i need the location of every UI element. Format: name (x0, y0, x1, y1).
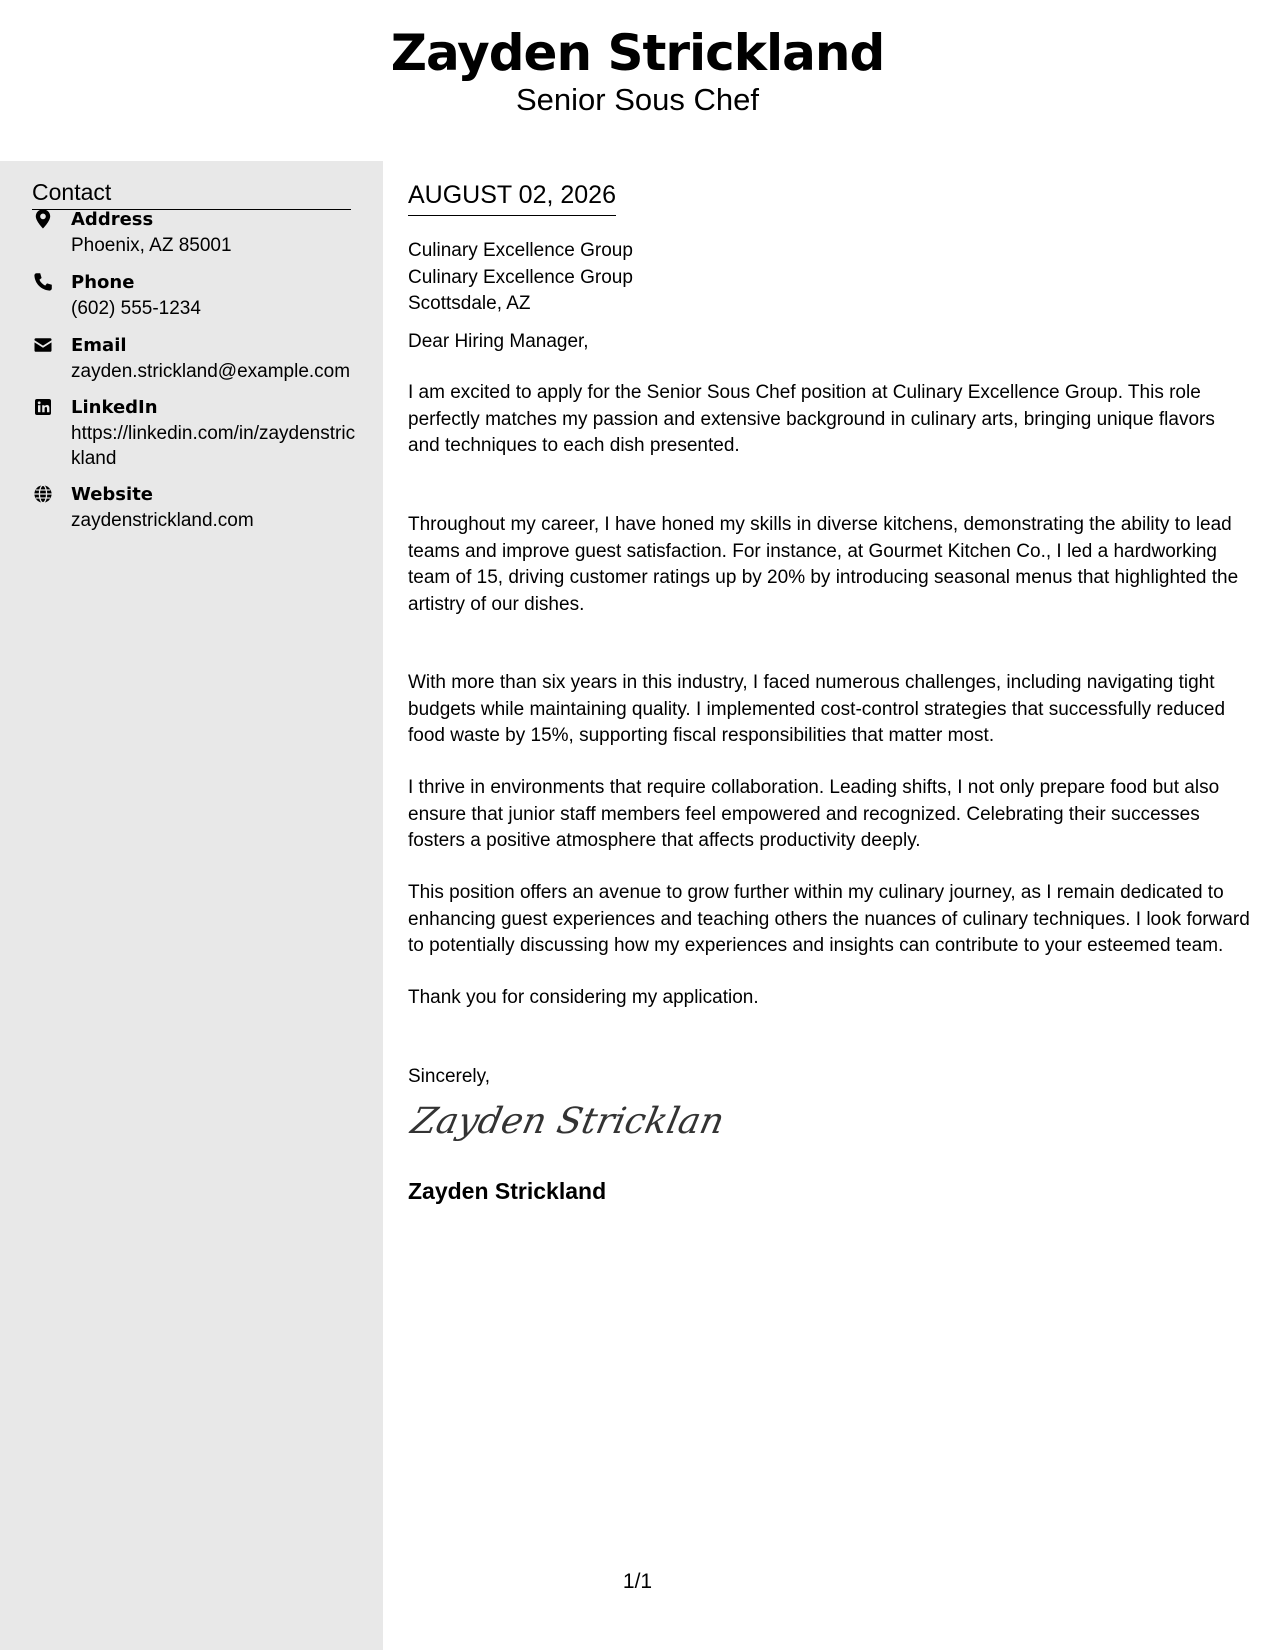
contact-value-linkedin[interactable]: https://linkedin.com/in/zaydenstrickland (71, 423, 356, 469)
document-header (0, 0, 1275, 161)
linkedin-icon (32, 396, 54, 418)
contact-value-email[interactable]: zayden.strickland@example.com (71, 361, 351, 382)
letter-paragraph: I am excited to apply for the Senior Sous Chef position at Culinary Excellence Group. This role perfectly matches my passion and extensive background in culinary arts, bringing unique flavors and techniques to each dish presented. (408, 382, 1215, 456)
contact-value-address: Phoenix, AZ 85001 (71, 235, 232, 256)
letter-paragraph: With more than six years in this industry, I faced numerous challenges, including navigating tight budgets while maintaining quality. I implemented cost-control strategies that successfully reduced food waste by 15%, supporting fiscal responsibilities that matter most. (408, 672, 1226, 746)
contact-label-website: Website (71, 484, 154, 505)
closing-thanks: Thank you for considering my application. (408, 987, 759, 1008)
recipient-line: Culinary Excellence Group (408, 240, 633, 261)
envelope-icon (32, 334, 54, 356)
letter-date: AUGUST 02, 2026 (408, 179, 616, 216)
sign-off: Sincerely, (408, 1066, 491, 1087)
signature-image (407, 1083, 729, 1153)
contact-value-phone: (602) 555-1234 (71, 298, 201, 319)
contact-label-phone: Phone (71, 272, 135, 293)
recipient-line: Scottsdale, AZ (408, 293, 531, 314)
letter-paragraph: Throughout my career, I have honed my skills in diverse kitchens, demonstrating the ability to lead teams and improve guest satisfaction. For instance, at Gourmet Kitchen Co., I led a hardworking team of 15, driving customer ratings up by 20% by introducing seasonal menus that highlighted the artistry of our dishes. (408, 514, 1239, 615)
phone-icon (32, 271, 54, 293)
page-number: 1/1 (622, 1570, 653, 1593)
map-pin-icon (32, 208, 54, 230)
contact-label-email: Email (71, 335, 127, 356)
recipient-block (408, 238, 633, 318)
contact-label-linkedin: LinkedIn (71, 397, 158, 418)
applicant-name: Zayden Strickland (390, 24, 885, 82)
letter-paragraph: This position offers an avenue to grow further within my culinary journey, as I remain dedicated to enhancing guest experiences and teaching others the nuances of culinary techniques. I look forward to potentially discussing how my experiences and insights can contribute to your esteemed team. (408, 882, 1250, 956)
letter-paragraph: I thrive in environments that require collaboration. Leading shifts, I not only prepare food but also ensure that junior staff members feel empowered and recognized. Celebrating their successes fosters a positive atmosphere that affects productivity deeply. (408, 777, 1220, 851)
contact-sidebar (0, 161, 383, 1650)
contact-value-website[interactable]: zaydenstrickland.com (71, 510, 254, 531)
applicant-job-title: Senior Sous Chef (516, 82, 759, 117)
salutation: Dear Hiring Manager, (408, 331, 589, 352)
globe-icon (32, 483, 54, 505)
contact-label-address: Address (71, 209, 154, 230)
signer-name: Zayden Strickland (408, 1178, 607, 1204)
contact-heading: Contact (32, 177, 351, 210)
signature-text: Zayden Stricklan (407, 1099, 729, 1142)
recipient-line: Culinary Excellence Group (408, 266, 633, 288)
